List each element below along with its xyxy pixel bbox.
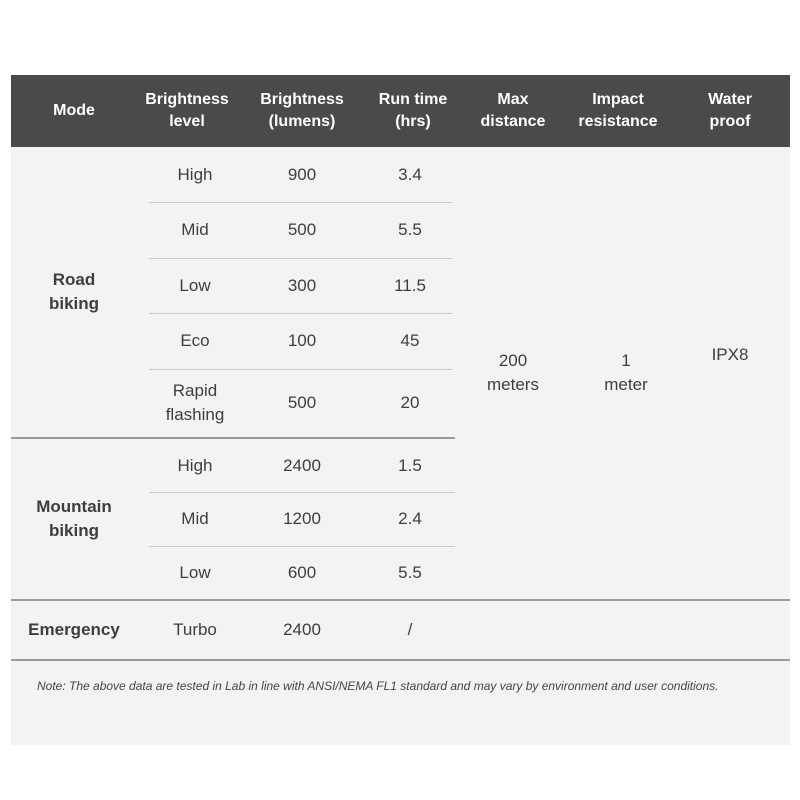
runtime-road-eco: 45 <box>400 331 420 350</box>
level-mountain-high: High <box>177 455 213 475</box>
level-road-low: Low <box>179 275 211 295</box>
header-brightness-lumens: Brightness (lumens) <box>260 91 344 130</box>
level-road-eco: Eco <box>180 331 210 350</box>
lumens-road-eco: 100 <box>287 331 317 350</box>
runtime-road-high: 3.4 <box>398 164 422 184</box>
lumens-road-rapid-flashing: 500 <box>287 393 317 412</box>
header-mode: Mode <box>53 102 95 119</box>
max-distance-value: 200 meters <box>487 351 539 394</box>
header-brightness-level: Brightness level <box>145 91 229 130</box>
runtime-mountain-low: 5.5 <box>398 562 422 582</box>
header-impact-resistance: Impact resistance <box>578 91 658 130</box>
lumens-mountain-high: 2400 <box>283 455 321 475</box>
lumens-road-low: 300 <box>287 275 317 295</box>
header-run-time: Run time (hrs) <box>378 91 448 130</box>
waterproof-value: IPX8 <box>711 345 749 364</box>
impact-resistance-value: 1 meter <box>604 351 648 394</box>
level-mountain-mid: Mid <box>181 509 209 528</box>
lumens-mountain-mid: 1200 <box>283 509 321 528</box>
lumens-road-high: 900 <box>287 164 317 184</box>
runtime-road-rapid-flashing: 20 <box>400 393 420 412</box>
header-max-distance: Max distance <box>480 91 546 130</box>
header-waterproof: Water proof <box>708 91 752 130</box>
runtime-mountain-mid: 2.4 <box>398 509 422 528</box>
mode-mountain-biking: Mountain biking <box>36 497 112 540</box>
level-road-high: High <box>177 164 213 184</box>
runtime-emergency-turbo: / <box>407 620 413 639</box>
mode-emergency: Emergency <box>28 620 120 639</box>
runtime-road-mid: 5.5 <box>398 220 422 239</box>
runtime-road-low: 11.5 <box>394 275 426 295</box>
lumens-road-mid: 500 <box>287 220 317 239</box>
table-header <box>11 75 790 147</box>
level-road-rapid-flashing: Rapid flashing <box>165 381 225 424</box>
footnote: Note: The above data are tested in Lab in line with ANSI/NEMA FL1 standard and may vary by environment and user conditions. <box>37 679 719 693</box>
level-road-mid: Mid <box>181 220 209 239</box>
level-mountain-low: Low <box>179 562 211 582</box>
level-emergency-turbo: Turbo <box>173 620 217 639</box>
lumens-emergency-turbo: 2400 <box>283 620 321 639</box>
spec-table-card <box>11 75 790 745</box>
mode-road-biking: Road biking <box>48 270 100 313</box>
table-bottom-divider <box>11 659 790 661</box>
lumens-mountain-low: 600 <box>287 562 317 582</box>
runtime-mountain-high: 1.5 <box>398 455 422 475</box>
